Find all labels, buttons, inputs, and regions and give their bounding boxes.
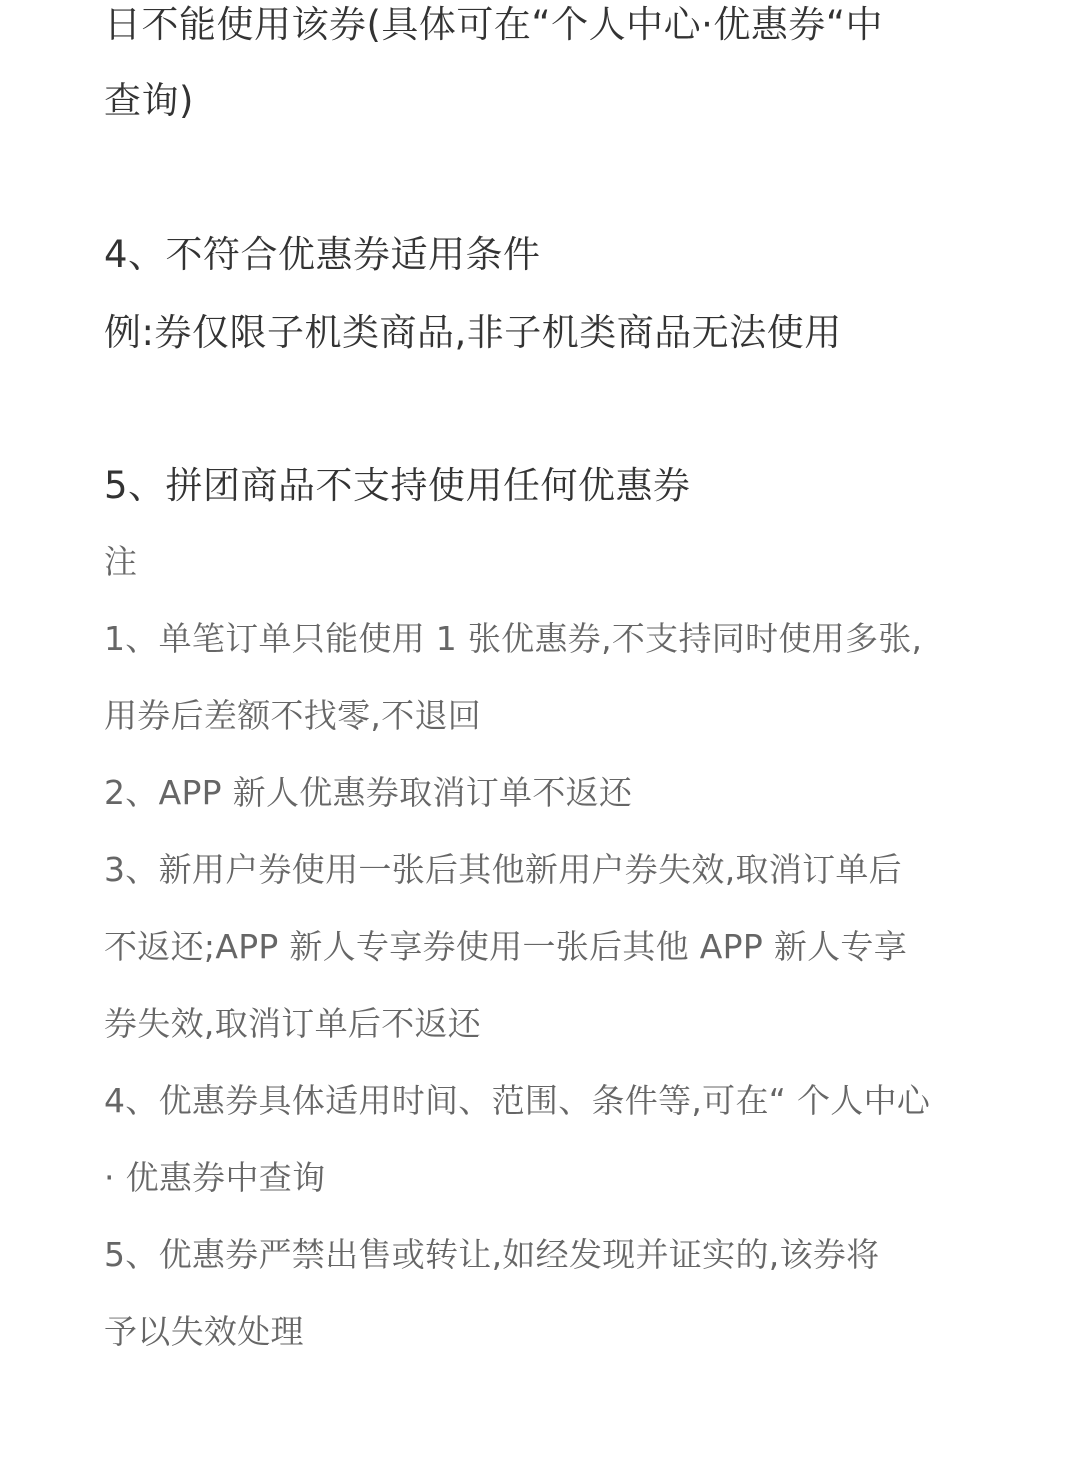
notes-heading: 注	[104, 542, 138, 581]
note-1-line-1: 1、单笔订单只能使用 1 张优惠券,不支持同时使用多张,	[104, 619, 923, 658]
rule-3-continued-line-2: 查询)	[104, 79, 194, 122]
note-1-line-2: 用券后差额不找零,不退回	[104, 696, 482, 735]
note-4-line-1: 4、优惠券具体适用时间、范围、条件等,可在“ 个人中心	[104, 1081, 931, 1120]
note-3-line-1: 3、新用户券使用一张后其他新用户券失效,取消订单后	[104, 850, 902, 889]
note-5-line-2: 予以失效处理	[104, 1312, 304, 1351]
note-3-line-3: 券失效,取消订单后不返还	[104, 1004, 482, 1043]
note-4-line-2: · 优惠券中查询	[104, 1158, 326, 1197]
rule-5-title: 5、拼团商品不支持使用任何优惠券	[104, 464, 691, 507]
note-3-line-2: 不返还;APP 新人专享券使用一张后其他 APP 新人专享	[104, 927, 908, 966]
note-2-line-1: 2、APP 新人优惠券取消订单不返还	[104, 773, 633, 812]
rule-4-title: 4、不符合优惠券适用条件	[104, 233, 541, 276]
note-5-line-1: 5、优惠券严禁出售或转让,如经发现并证实的,该券将	[104, 1235, 880, 1274]
rule-4-example: 例:券仅限子机类商品,非子机类商品无法使用	[104, 311, 842, 354]
rule-3-continued-line-1: 日不能使用该券(具体可在“个人中心·优惠券“中	[104, 3, 884, 46]
